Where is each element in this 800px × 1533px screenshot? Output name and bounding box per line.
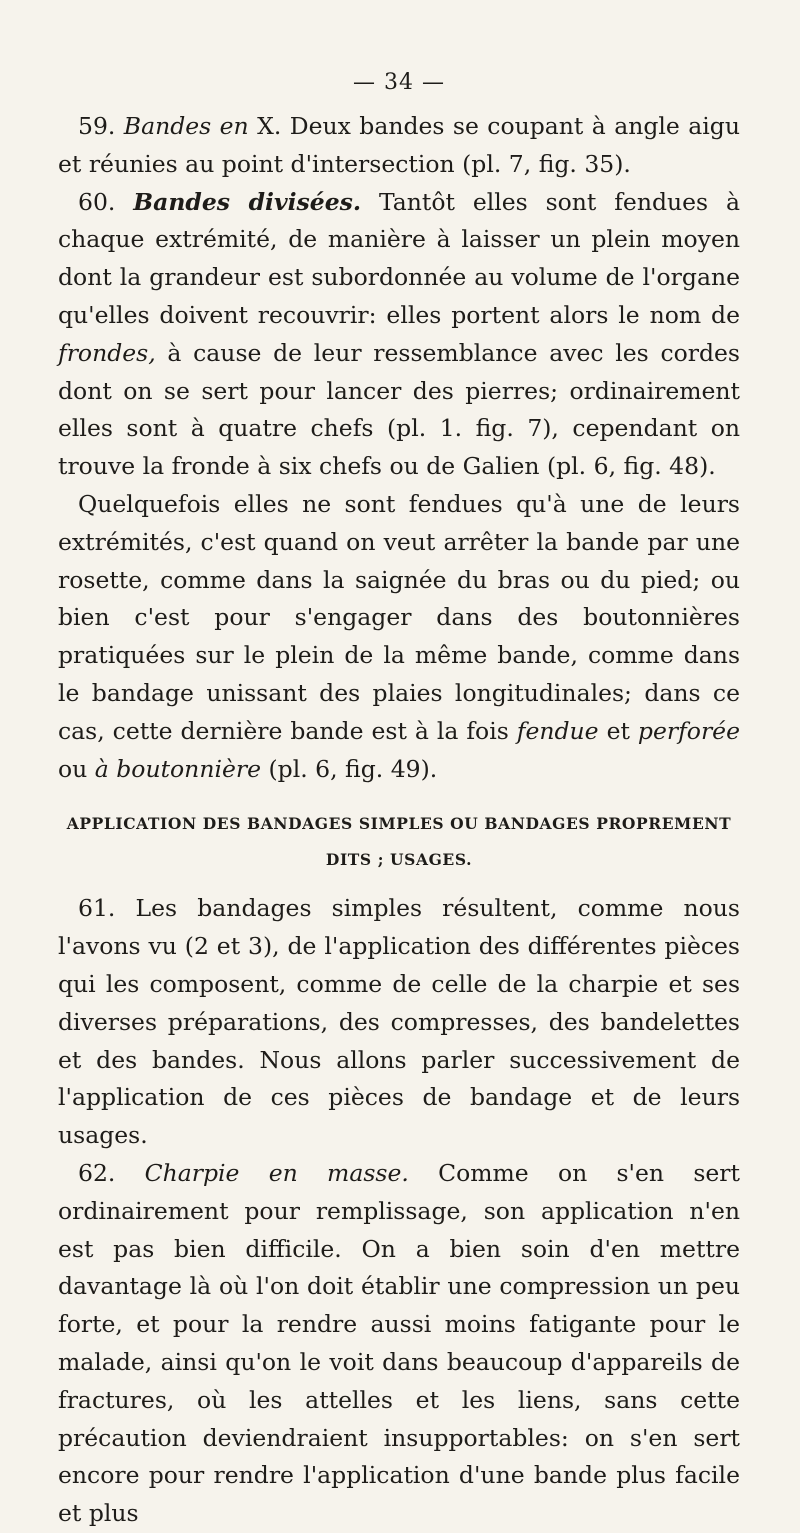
paragraph-text: Comme on s'en sert ordinairement pour remplissage, son application n'en est pas bien difficile. On a bien soin d'en mettre davantage là où l'on doit établir une compression un peu forte, et pour la rendre aussi moins fatigante pour le malade, ainsi qu'on le voit dans beaucoup d'appareils de fractures, où les attelles et les liens, sans cette précaution deviendraient insupportables: on s'en sert encore pour rendre l'application d'une bande plus facile et plus bbox=[58, 1158, 740, 1528]
term-title: Bandes en bbox=[123, 112, 249, 140]
paragraph-number: 60. bbox=[78, 187, 116, 216]
term-frondes: frondes, bbox=[58, 338, 156, 367]
term-boutonniere: à boutonnière bbox=[94, 754, 262, 783]
paragraph-number: 59. bbox=[78, 112, 116, 140]
paragraph-number: 61. bbox=[78, 894, 116, 923]
paragraph-60 bbox=[58, 184, 740, 486]
word-et: et bbox=[606, 716, 630, 745]
paragraph-text: Quelquefois elles ne sont fendues qu'à une de leurs extrémités, c'est quand on veut arrêter la bande par une rosette, comme dans la saignée du bras ou du pied; ou bien c'est pour s'engager dans des boutonnières pratiquées sur le plein de la même bande, comme dans le bandage unissant des plaies longitudinales; dans ce cas, cette dernière bande est à la fois bbox=[58, 489, 740, 745]
section-heading-line-1: APPLICATION DES BANDAGES SIMPLES OU BANDAGES PROPREMENT bbox=[66, 814, 732, 834]
paragraph-61 bbox=[58, 890, 740, 1155]
paragraph-text: Les bandages simples résultent, comme nous l'avons vu (2 et 3), de l'application des différentes pièces qui les composent, comme de celle de la charpie et ses diverses préparations, des compresses, des bandelettes et des bandes. Nous allons parler successivement de l'application de ces pièces de bandage et de leurs usages. bbox=[58, 894, 740, 1150]
section-heading bbox=[58, 806, 740, 878]
paragraph-text: (pl. 6, fig. 49). bbox=[268, 754, 438, 783]
paragraph-text: Tantôt elles sont fendues à chaque extrémité, de manière à laisser un plein moyen dont la grandeur est subordonnée au volume de l'organe qu'elles doivent recouvrir: elles portent alors le nom de bbox=[58, 187, 740, 329]
paragraph-60-continued bbox=[58, 486, 740, 788]
term-title: Charpie en masse. bbox=[144, 1158, 409, 1187]
paragraph-59 bbox=[58, 108, 740, 184]
paragraph-62 bbox=[58, 1155, 740, 1533]
paragraph-text: Deux bandes se coupant à angle aigu et réunies au point d'intersection (pl. 7, fig. 35). bbox=[58, 112, 740, 178]
term-title: Bandes divisées. bbox=[133, 187, 362, 216]
term-perforee: perforée bbox=[637, 716, 740, 745]
paragraph-number: 62. bbox=[78, 1158, 116, 1187]
word-ou: ou bbox=[58, 754, 88, 783]
paragraph-text: à cause de leur ressemblance avec les cordes dont on se sert pour lancer des pierres; ordinairement elles sont à quatre chefs (pl. 1. fig. 7), cependant on trouve la fronde à six chefs ou de Galien (pl. 6, fig. 48). bbox=[58, 338, 740, 481]
term-letter: X. bbox=[257, 112, 282, 140]
section-heading-line-2: DITS ; USAGES. bbox=[325, 850, 473, 870]
page-number: — 34 — bbox=[353, 70, 445, 95]
term-fendue: fendue bbox=[516, 716, 599, 745]
